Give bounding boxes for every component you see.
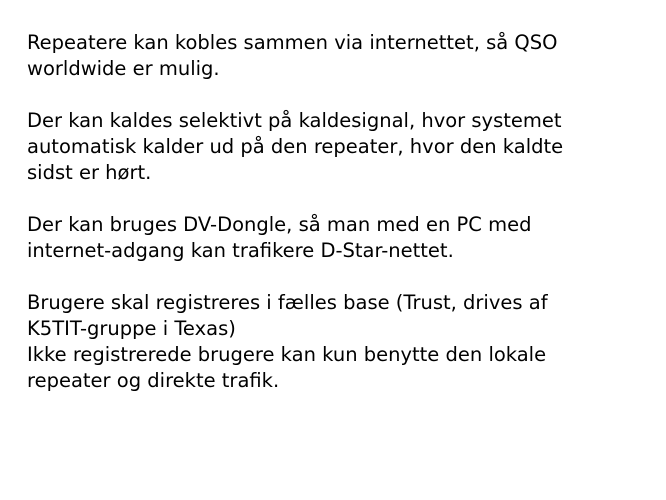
text-line: K5TIT-gruppe i Texas)	[27, 317, 236, 340]
slide-body	[27, 30, 657, 394]
text-line: Repeatere kan kobles sammen via internettet, så QSO	[27, 31, 558, 54]
text-line: worldwide er mulig.	[27, 57, 220, 80]
text-line: Brugere skal registreres i fælles base (Trust, drives af	[27, 291, 548, 314]
text-line: sidst er hørt.	[27, 161, 152, 184]
text-line: repeater og direkte trafik.	[27, 369, 280, 392]
paragraph-internet-linking	[27, 30, 657, 82]
text-line: internet-adgang kan trafikere D-Star-nettet.	[27, 239, 454, 262]
text-line: Der kan bruges DV-Dongle, så man med en PC med	[27, 213, 532, 236]
text-line: Ikke registrerede brugere kan kun benytte den lokale	[27, 343, 547, 366]
text-line: Der kan kaldes selektivt på kaldesignal, hvor systemet	[27, 109, 562, 132]
paragraph-registration	[27, 290, 657, 394]
text-line: automatisk kalder ud på den repeater, hvor den kaldte	[27, 135, 564, 158]
paragraph-selective-calling	[27, 108, 657, 186]
paragraph-dv-dongle	[27, 212, 657, 264]
